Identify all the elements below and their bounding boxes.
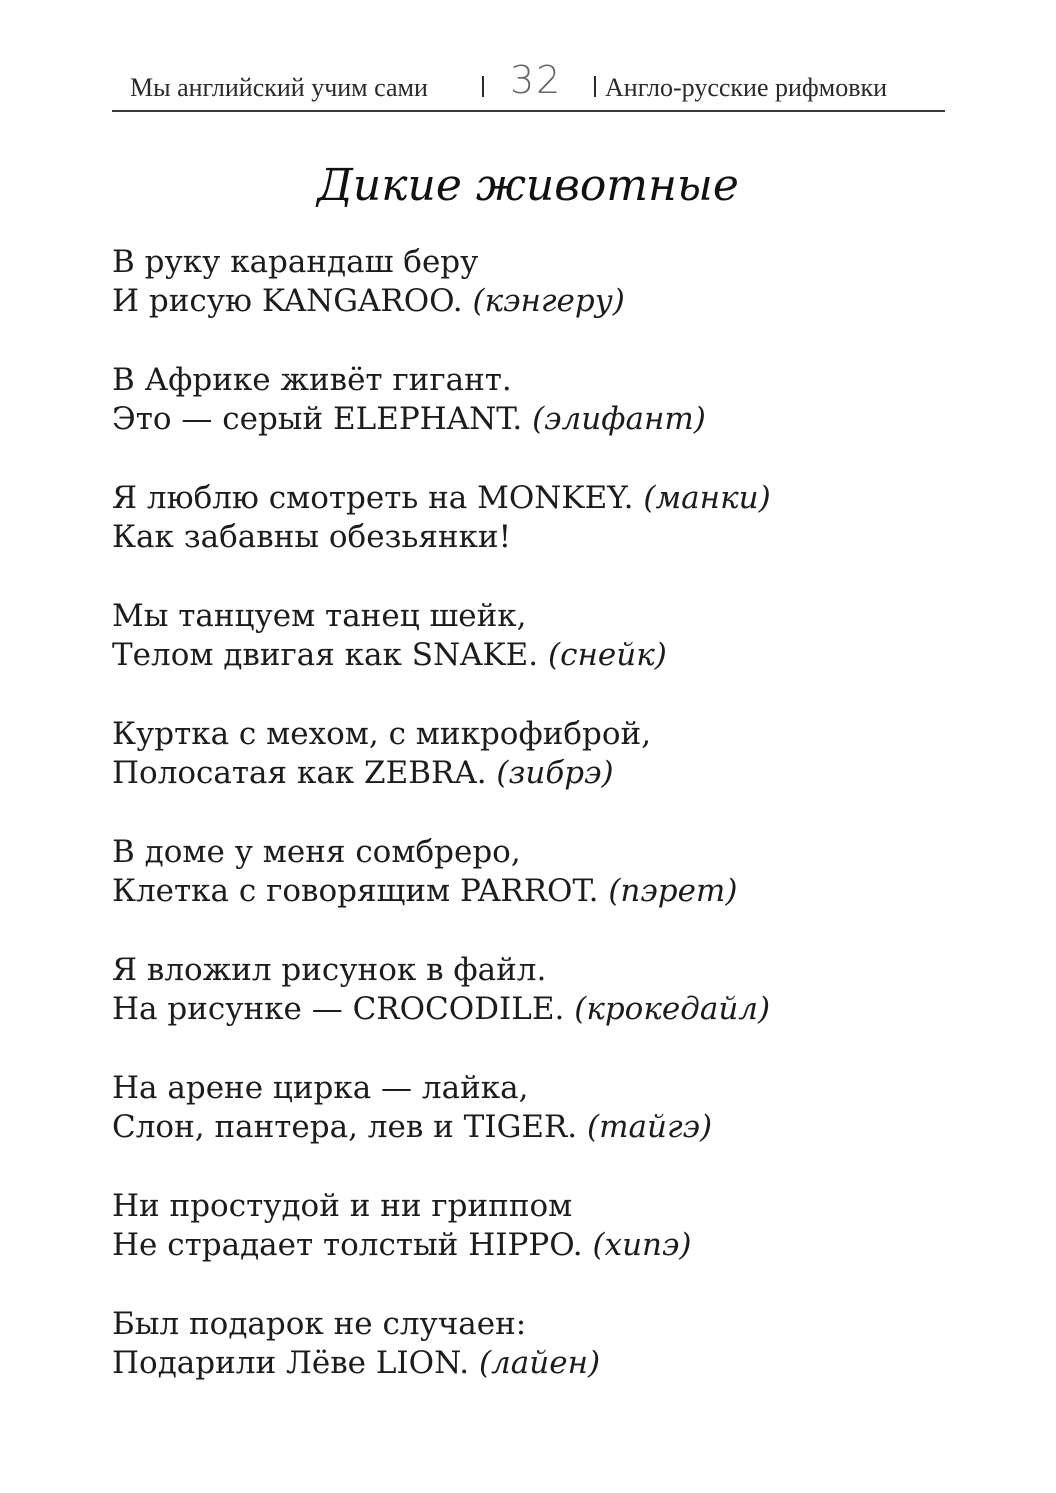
- pronunciation-hint: (хипэ): [592, 1227, 692, 1263]
- verse-line: [112, 872, 992, 911]
- verse-text: Не страдает толстый HIPPO.: [112, 1227, 583, 1263]
- verse-line: [112, 715, 992, 754]
- verse-line: [112, 1344, 992, 1383]
- verse-text: Клетка с говорящим PARROT.: [112, 873, 599, 909]
- page-title: Дикие животные: [317, 160, 739, 211]
- verse-text: Подарили Лёве LION.: [112, 1345, 470, 1381]
- verse-text: В доме у меня сомбреро,: [112, 834, 521, 870]
- pronunciation-hint: (кэнгеру): [472, 283, 625, 319]
- verse-line: [112, 1226, 992, 1265]
- stanza: [112, 361, 992, 479]
- verse-line: [112, 754, 992, 793]
- verse-text: Это — серый ELEPHANT.: [112, 401, 523, 437]
- verse-text: Телом двигая как SNAKE.: [112, 637, 539, 673]
- pronunciation-hint: (элифант): [532, 401, 706, 437]
- verse-text: И рисую KANGAROO.: [112, 283, 463, 319]
- verse-line: [112, 1305, 992, 1344]
- verse-text: Мы танцуем танец шейк,: [112, 598, 527, 634]
- verse-text: Я вложил рисунок в файл.: [112, 952, 547, 988]
- verse-line: [112, 990, 992, 1029]
- verse-line: [112, 1187, 992, 1226]
- stanza: [112, 1305, 992, 1423]
- pronunciation-hint: (зибрэ): [496, 755, 614, 791]
- pronunciation-hint: (крокедайл): [574, 991, 771, 1027]
- stanza: [112, 951, 992, 1069]
- verse-line: [112, 400, 992, 439]
- stanza: [112, 1187, 992, 1305]
- verse-text: Полосатая как ZEBRA.: [112, 755, 487, 791]
- pronunciation-hint: (пэрет): [608, 873, 738, 909]
- stanza: [112, 597, 992, 715]
- verse-line: [112, 1108, 992, 1147]
- verse-line: [112, 361, 992, 400]
- verse-text: Я люблю смотреть на MONKEY.: [112, 480, 634, 516]
- verse-text: Куртка с мехом, с микрофиброй,: [112, 716, 652, 752]
- verse-line: [112, 518, 992, 557]
- verse-text: В руку карандаш беру: [112, 244, 479, 280]
- verse-text: На рисунке — CROCODILE.: [112, 991, 565, 1027]
- poem: [112, 243, 992, 1423]
- verse-line: [112, 479, 992, 518]
- stanza: [112, 715, 992, 833]
- book-title: Мы английский учим сами: [130, 73, 428, 102]
- verse-text: На арене цирка — лайка,: [112, 1070, 529, 1106]
- pronunciation-hint: (тайгэ): [587, 1109, 713, 1145]
- stanza: [112, 1069, 992, 1187]
- stanza: [112, 243, 992, 361]
- pronunciation-hint: (манки): [643, 480, 771, 516]
- verse-line: [112, 282, 992, 321]
- verse-line: [112, 833, 992, 872]
- verse-line: [112, 951, 992, 990]
- verse-text: Как забавны обезьянки!: [112, 519, 512, 555]
- stanza: [112, 833, 992, 951]
- verse-text: Слон, пантера, лев и TIGER.: [112, 1109, 578, 1145]
- section-title: Англо-русские рифмовки: [605, 73, 888, 102]
- page-number: 32: [510, 58, 563, 102]
- running-header: [112, 58, 945, 112]
- verse-line: [112, 636, 992, 675]
- verse-line: [112, 597, 992, 636]
- header-divider-left: [482, 76, 484, 97]
- stanza: [112, 479, 992, 597]
- verse-line: [112, 1069, 992, 1108]
- pronunciation-hint: (лайен): [478, 1345, 601, 1381]
- header-divider-right: [594, 76, 596, 97]
- pronunciation-hint: (снейк): [548, 637, 667, 673]
- verse-text: В Африке живёт гигант.: [112, 362, 512, 398]
- verse-line: [112, 243, 992, 282]
- verse-text: Ни простудой и ни гриппом: [112, 1188, 573, 1224]
- verse-text: Был подарок не случаен:: [112, 1306, 527, 1342]
